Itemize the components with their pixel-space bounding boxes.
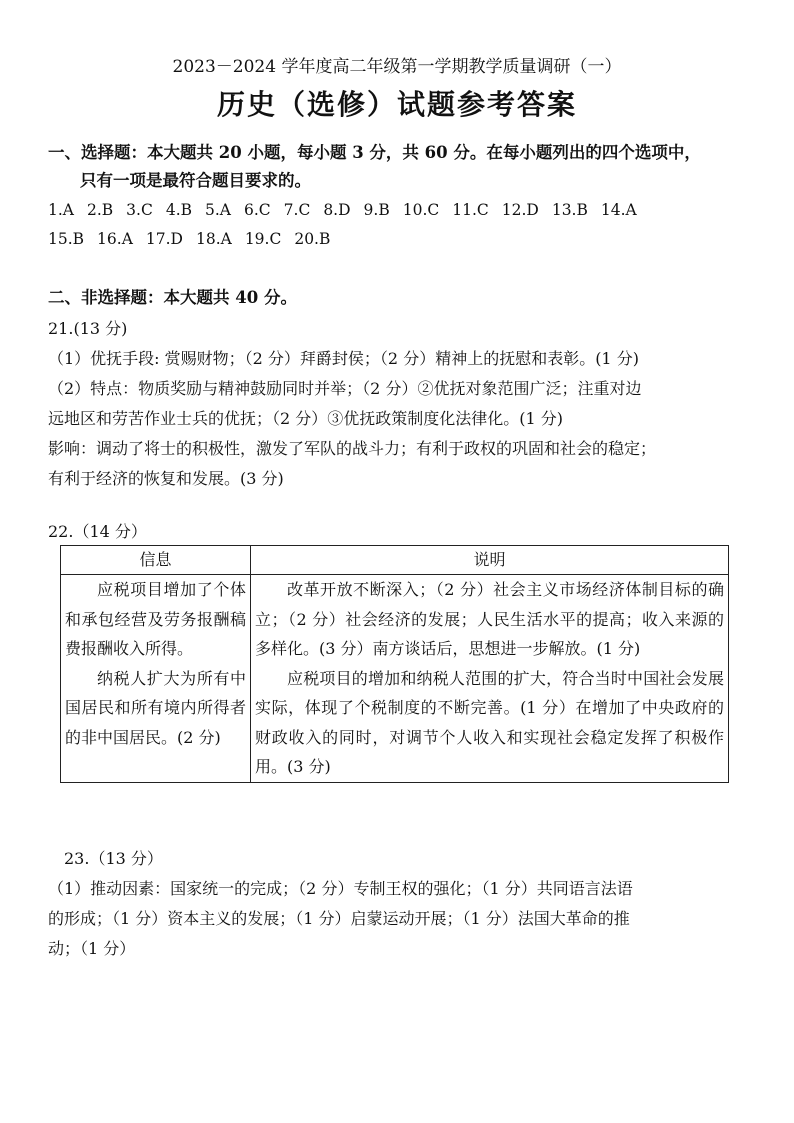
answer-item: 13.B [551, 201, 588, 219]
table-header-explanation: 说明 [251, 546, 729, 575]
answer-item: 1.A [48, 201, 74, 219]
table-header-row [61, 546, 729, 575]
answer-item: 7.C [283, 201, 311, 219]
answers-row-2 [48, 229, 343, 249]
answer-item: 2.B [86, 201, 114, 219]
q21-block [48, 314, 754, 494]
q21-line: 有利于经济的恢复和发展。(3 分) [48, 469, 284, 488]
answer-item: 10.C [402, 201, 440, 219]
answer-item: 20.B [294, 230, 331, 248]
answer-item: 3.C [126, 201, 153, 219]
answer-item: 5.A [205, 201, 231, 219]
section1-heading-line1: 一、选择题：本大题共 20 小题，每小题 3 分，共 60 分。在每小题列出的四个选项中， [48, 143, 701, 162]
answer-item: 14.A [600, 201, 637, 219]
answer-item: 4.B [165, 201, 193, 219]
section1-heading-line2: 只有一项是最符合题目要求的。 [80, 171, 311, 190]
table-header-info: 信息 [61, 546, 251, 575]
answer-item: 6.C [244, 201, 271, 219]
answers-row-1 [48, 200, 650, 220]
q21-title: 21.(13 分) [48, 319, 128, 338]
q22-title: 22.（14 分） [48, 522, 147, 541]
page-title: 历史（选修）试题参考答案 [216, 88, 577, 121]
q21-line: 远地区和劳苦作业士兵的优抚；（2 分）③优抚政策制度化法律化。(1 分) [48, 409, 564, 428]
answer-item: 9.B [363, 201, 390, 219]
answer-item: 8.D [323, 201, 351, 219]
q21-line: （2）特点：物质奖励与精神鼓励同时并举；（2 分）②优抚对象范围广泛；注重对边 [48, 379, 642, 398]
exam-subtitle: 2023－2024 学年度高二年级第一学期教学质量调研（一） [172, 57, 622, 77]
info-paragraph: 应税项目增加了个体和承包经营及劳务报酬稿费报酬收入所得。 [65, 580, 246, 658]
explanation-paragraph: 应税项目的增加和纳税人范围的扩大，符合当时中国社会发展实际，体现了个税制度的不断完善。(1 分）在增加了中央政府的财政收入的同时，对调节个人收入和实现社会稳定发挥了积极作用。(3 分) [255, 668, 724, 776]
table-row [61, 575, 729, 783]
answer-item: 16.A [97, 230, 133, 248]
answer-item: 18.A [195, 230, 232, 248]
q21-line: （1）优抚手段: 赏赐财物；（2 分）拜爵封侯；（2 分）精神上的抚慰和表彰。(1 分) [48, 349, 639, 368]
info-cell [61, 575, 251, 783]
answer-item: 17.D [145, 230, 183, 248]
q23-line: 的形成；（1 分）资本主义的发展；（1 分）启蒙运动开展；（1 分）法国大革命的推 [48, 909, 630, 928]
q23-title: 23.（13 分） [64, 849, 163, 868]
q22-answer-table [60, 545, 729, 783]
answer-item: 15.B [48, 230, 85, 248]
answer-item: 11.C [452, 201, 489, 219]
q21-line: 影响：调动了将士的积极性，激发了军队的战斗力；有利于政权的巩固和社会的稳定； [48, 439, 657, 458]
section2-heading: 二、非选择题：本大题共 40 分。 [48, 288, 297, 307]
q23-line: 动；（1 分） [48, 939, 136, 958]
answer-item: 19.C [244, 230, 282, 248]
answer-item: 12.D [501, 201, 539, 219]
explanation-cell [251, 575, 729, 783]
q23-line: （1）推动因素：国家统一的完成；（2 分）专制王权的强化；（1 分）共同语言法语 [48, 879, 633, 898]
info-paragraph: 纳税人扩大为所有中国居民和所有境内所得者的非中国居民。(2 分) [65, 668, 246, 747]
explanation-paragraph: 改革开放不断深入；（2 分）社会主义市场经济体制目标的确立；（2 分）社会经济的发展；人民生活水平的提高；收入来源的多样化。(3 分）南方谈话后，思想进一步解放。(1 分) [255, 580, 724, 658]
q23-block [48, 874, 754, 964]
